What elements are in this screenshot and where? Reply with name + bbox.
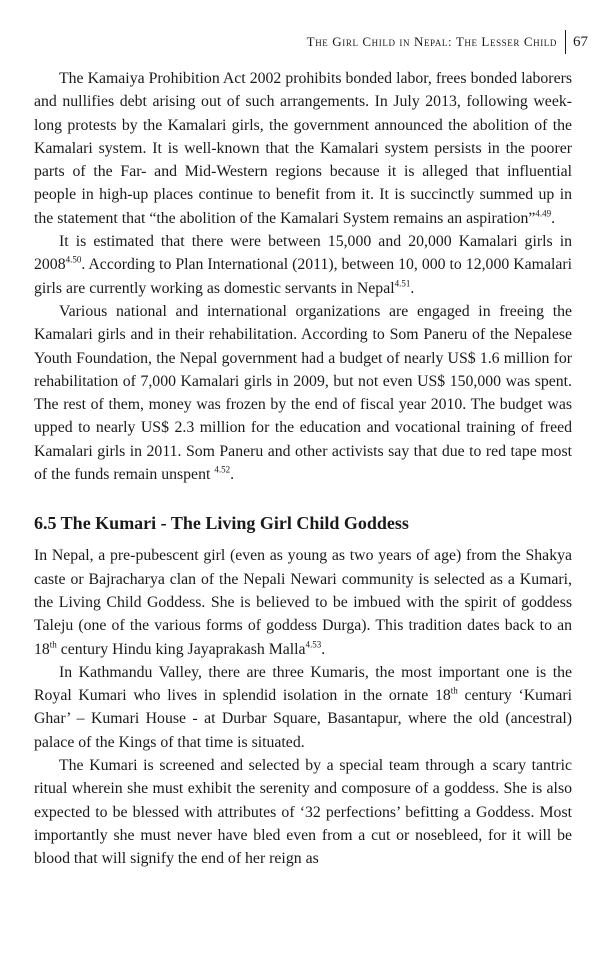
body-text	[34, 67, 572, 871]
paragraph-kathmandu-kumaris	[34, 661, 572, 754]
paragraph-text: It is estimated that there were between 15,000 and 20,000 Kamalari girls in 2008	[34, 233, 572, 274]
paragraph-kumari-selection	[34, 544, 572, 660]
paragraph-text: . According to Plan International (2011), between 10, 000 to 12,000 Kamalari girls are currently working as domestic servants in Nepal	[34, 256, 572, 297]
running-header-title: The Girl Child in Nepal: The Lesser Child	[306, 34, 557, 49]
page-number: 67	[573, 33, 588, 50]
paragraph-text-end: .	[321, 640, 326, 658]
paragraph-text: In Nepal, a pre-pubescent girl (even as young as two years of age) from the Shakya caste or Bajracharya clan of the Nepali Newari community is selected as a Kumari, the Living Child Goddess. She is believed to be imbued with the spirit of goddess Taleju (one of the various forms of goddess Durga). This tradition dates back to an 18	[34, 547, 572, 658]
footnote-ref: 4.52	[214, 464, 231, 475]
paragraph-text: The Kumari is screened and selected by a special team through a scary tantric ritual wherein she must exhibit the serenity and composure of a goddess. She is also expected to be blessed with attributes of ‘32 perfections’ befitting a Goddess. Most importantly she must never have bled even from a cut or nosebleed, for it will be blood that will signify the end of her reign as	[34, 757, 572, 868]
paragraph-text: century ‘Kumari Ghar’ – Kumari House - at Durbar Square, Basantapur, where the old (ancestral) palace of the Kings of that time is situated.	[34, 687, 572, 751]
paragraph-text-end: .	[230, 466, 235, 484]
running-header	[307, 30, 588, 54]
footnote-ref: 4.51	[394, 278, 411, 289]
paragraph-text-end: .	[551, 209, 556, 227]
paragraph-text: The Kamaiya Prohibition Act 2002 prohibits bonded labor, frees bonded laborers and nullifies debt arising out of such arrangements. In July 2013, following week-long protests by the Kamalari girls, the government announced the abolition of the Kamalari system. It is well-known that the Kamalari system persists in the poorer parts of the Far- and Mid-Western regions because it is alleged that influential people in high-up places continue to benefit from it. It is succinctly summed up in the statement that “the abolition of the Kamalari System remains an aspiration”	[34, 70, 572, 227]
ordinal-suffix: th	[49, 639, 57, 650]
paragraph-estimates	[34, 230, 572, 300]
section-heading: 6.5 The Kumari - The Living Girl Child Goddess	[34, 513, 409, 534]
paragraph-kumari-screening	[34, 754, 572, 870]
paragraph-kamaiya-act	[34, 67, 572, 230]
paragraph-text: Various national and international organizations are engaged in freeing the Kamalari girls and in their rehabilitation. According to Som Paneru of the Nepalese Youth Foundation, the Nepal government had a budget of nearly US$ 1.6 million for rehabilitation of 7,000 Kamalari girls in 2009, but not even US$ 150,000 was spent. The rest of them, money was frozen by the end of fiscal year 2010. The budget was upped to nearly US$ 2.3 million for the education and vocational training of freed Kamalari girls in 2011. Som Paneru and other activists say that due to red tape most of the funds remain unspent	[34, 302, 572, 484]
paragraph-text-end: .	[410, 279, 415, 297]
footnote-ref: 4.49	[535, 208, 552, 219]
paragraph-organizations	[34, 300, 572, 486]
footnote-ref: 4.53	[305, 639, 322, 650]
paragraph-text: century Hindu king Jayaprakash Malla	[56, 640, 306, 658]
paragraph-text: In Kathmandu Valley, there are three Kumaris, the most important one is the Royal Kumari who lives in splendid isolation in the ornate 18	[34, 663, 572, 705]
ordinal-suffix: th	[450, 685, 458, 696]
footnote-ref: 4.50	[65, 255, 82, 266]
